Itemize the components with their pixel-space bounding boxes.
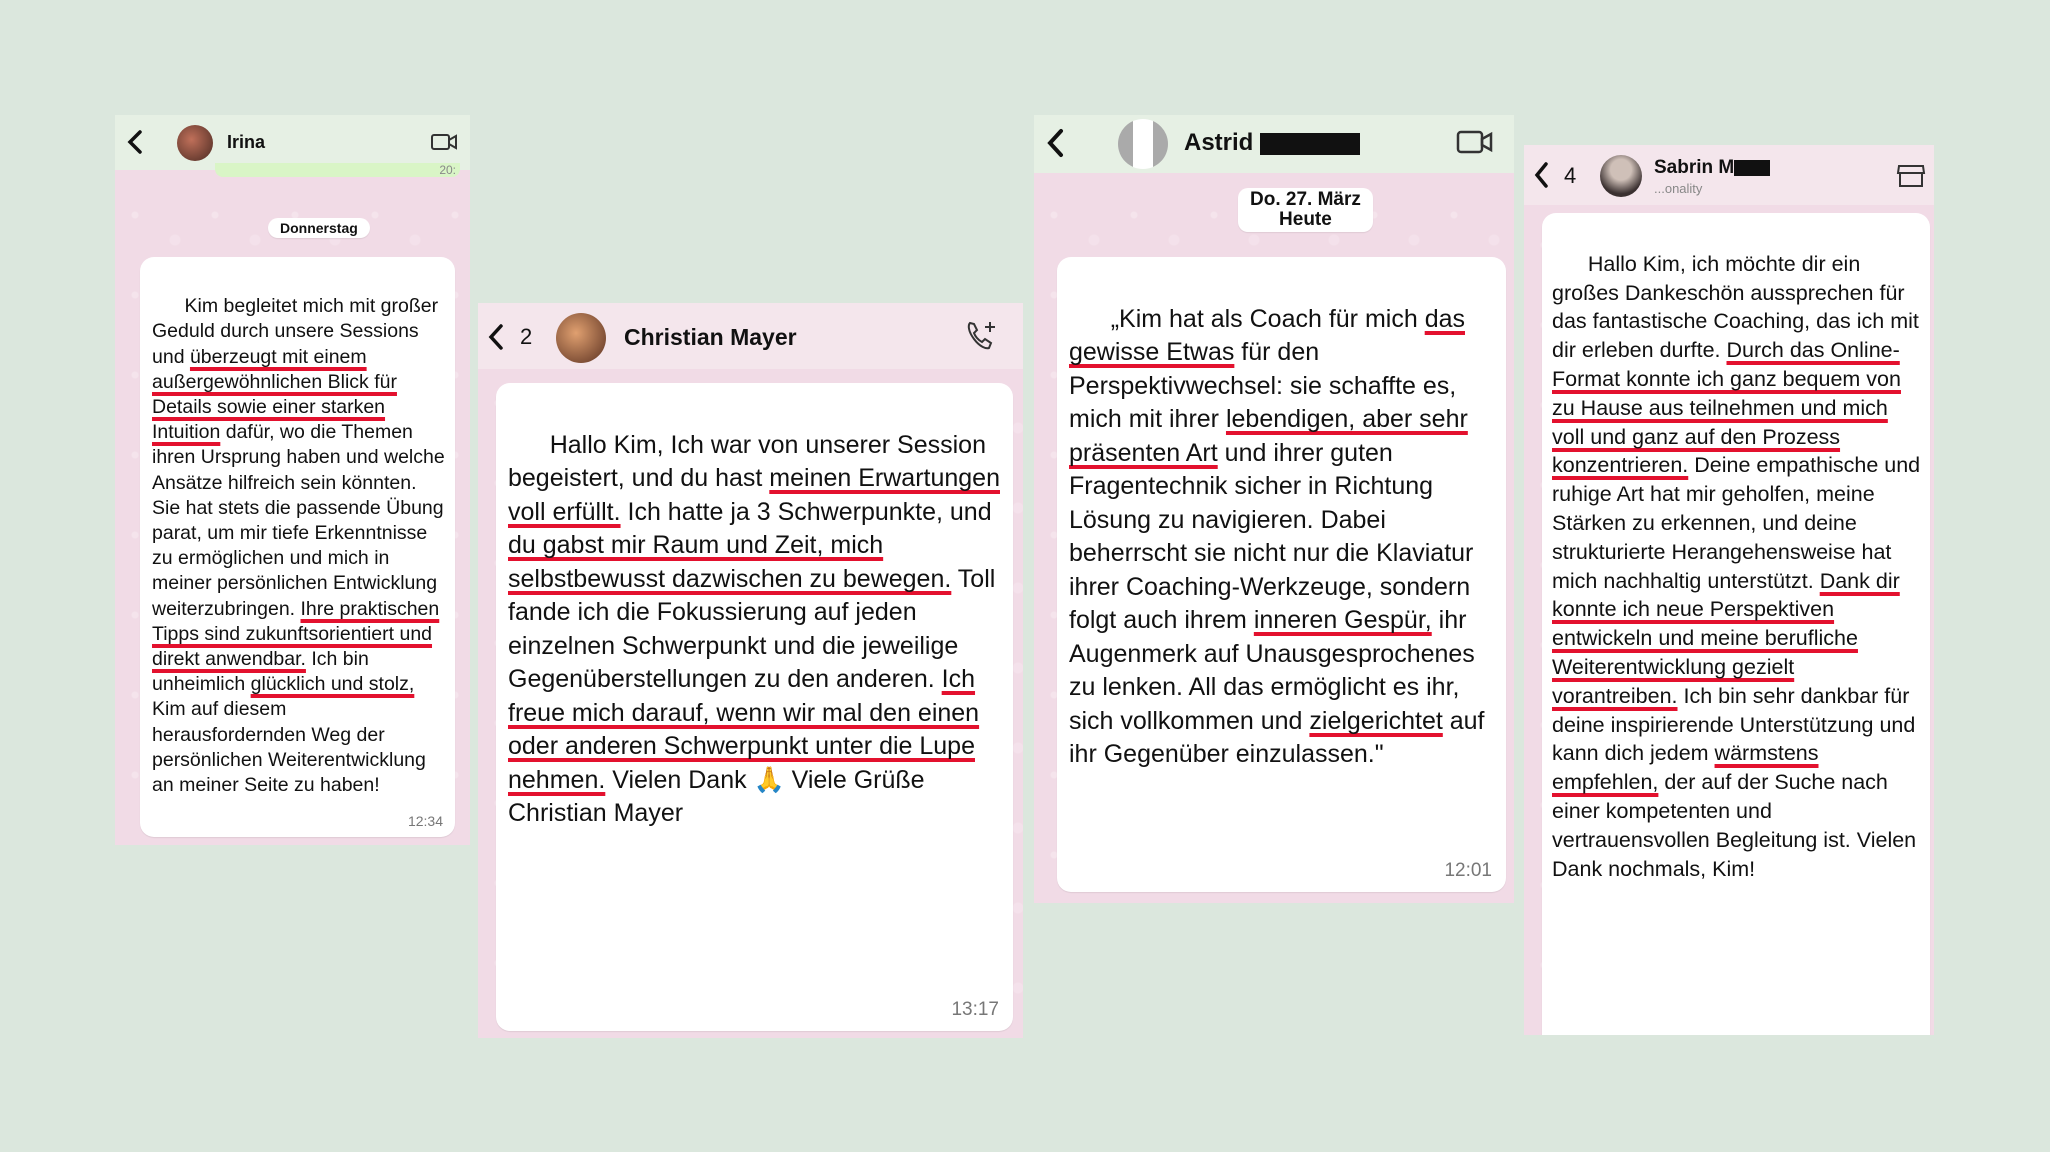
chat-panel-christian	[478, 303, 1023, 1038]
chat-panel-irina	[115, 115, 470, 845]
back-arrow-icon[interactable]	[125, 129, 147, 155]
avatar[interactable]	[177, 125, 213, 161]
contact-name[interactable]: Irina	[227, 132, 266, 152]
message-text: Hallo Kim, Ich war von unserer Session begeistert, und du hast meinen Erwartungen voll erfüllt. Ich hatte ja 3 Schwerpunkte, und du gabst mir Raum und Zeit, mich selbstbewusst dazwischen zu bewegen. Toll fande ich die Fokussierung auf jeden einzelnen Schwerpunkt und die jeweilige Gegenüberstellungen zu den anderen. Ich freue mich darauf, wenn wir mal den einen oder anderen Schwerpunkt unter die Lupe nehmen. Vielen Dank 🙏 Viele Grüße Christian Mayer	[508, 430, 1000, 827]
avatar[interactable]	[556, 313, 606, 363]
date-pill: Do. 27. März Heute	[1238, 188, 1373, 232]
chat-header	[115, 115, 470, 170]
message-text: „Kim hat als Coach für mich das gewisse Etwas für den Perspektivwechsel: sie schaffte es, mich mit ihrer lebendigen, aber sehr präsenten Art und ihrer guten Fragentechnik sicher in Richtung Lösung zu navigieren. Dabei beherrscht sie nicht nur die Klaviatur ihrer Coaching-Werkzeuge, sondern folgt auch ihrem inneren Gespür, ihr Augenmerk auf Unausgesprochenes zu lenken. All das ermöglicht es ihr, sich vollkommen und zielgerichtet auf ihr Gegenüber einzulassen."	[1069, 304, 1485, 768]
message-time: 13:17	[951, 999, 999, 1020]
phone-call-icon[interactable]	[964, 319, 998, 353]
contact-name[interactable]: Christian Mayer	[624, 324, 797, 350]
contact-name[interactable]: Sabrin M	[1654, 157, 1770, 179]
date-pill: Donnerstag	[268, 218, 370, 238]
name-redaction	[1734, 160, 1770, 176]
chat-header	[1524, 145, 1934, 205]
message-text: Kim begleitet mich mit großer Geduld durch unsere Sessions und überzeugt mit einem außergewöhnlichen Blick für Details sowie einer starken Intuition dafür, wo die Themen ihren Ursprung haben und welche Ansätze hilfreich sein könnten. Sie hat stets die passende Übung parat, um mir tiefe Erkenntnisse zu ermöglichen und mich in meiner persönlichen Entwicklung weiterzubringen. Ihre praktischen Tipps sind zukunftsorientiert und direkt anwendbar. Ich bin unheimlich glücklich und stolz, Kim auf diesem herausfordernden Weg der persönlichen Weiterentwicklung an meiner Seite zu haben!	[152, 295, 445, 797]
back-arrow-icon[interactable]	[486, 323, 508, 351]
message-time: 20:	[439, 163, 456, 177]
avatar[interactable]	[1118, 119, 1168, 169]
message-text: Hallo Kim, ich möchte dir ein großes Dankeschön aussprechen für das fantastische Coaching, das ich mit dir erleben durfte. Durch das Online-Format konnte ich ganz bequem von zu Hause aus teilnehmen und mich voll und ganz auf den Prozess konzentrieren. Deine empathische und ruhige Art hat mir geholfen, meine Stärken zu erkennen, und deine strukturierte Herangehensweise hat mich nachhaltig unterstützt. Dank dir konnte ich neue Perspektiven entwickeln und meine berufliche Weiterentwicklung gezielt vorantreiben. Ich bin sehr dankbar für deine inspirierende Unterstützung und kann dich jedem wärmstens empfehlen, der auf der Suche nach einer kompetenten und vertrauensvollen Begleitung ist. Vielen Dank nochmals, Kim!	[1552, 251, 1921, 881]
message-bubble	[496, 383, 1013, 1031]
shop-icon[interactable]	[1896, 163, 1926, 189]
unread-count[interactable]: 2	[520, 324, 533, 349]
unread-count[interactable]: 4	[1564, 163, 1577, 188]
contact-name[interactable]: Astrid	[1184, 129, 1360, 157]
chat-header	[1034, 115, 1514, 173]
chat-header	[478, 303, 1023, 369]
back-arrow-icon[interactable]	[1044, 127, 1068, 159]
name-redaction	[1260, 133, 1360, 155]
message-time: 12:01	[1444, 860, 1492, 881]
message-bubble	[1057, 257, 1506, 892]
chat-panel-sabrin	[1524, 145, 1934, 1035]
message-time: 12:34	[407, 813, 443, 829]
message-bubble	[1542, 213, 1930, 1035]
chat-panel-astrid	[1034, 115, 1514, 903]
back-arrow-icon[interactable]	[1532, 161, 1552, 189]
avatar[interactable]	[1600, 155, 1642, 197]
video-call-icon[interactable]	[430, 132, 458, 152]
message-bubble	[140, 257, 455, 837]
video-call-icon[interactable]	[1456, 127, 1494, 157]
previous-message-bubble	[215, 163, 460, 177]
contact-subtitle: ...onality	[1654, 181, 1703, 196]
